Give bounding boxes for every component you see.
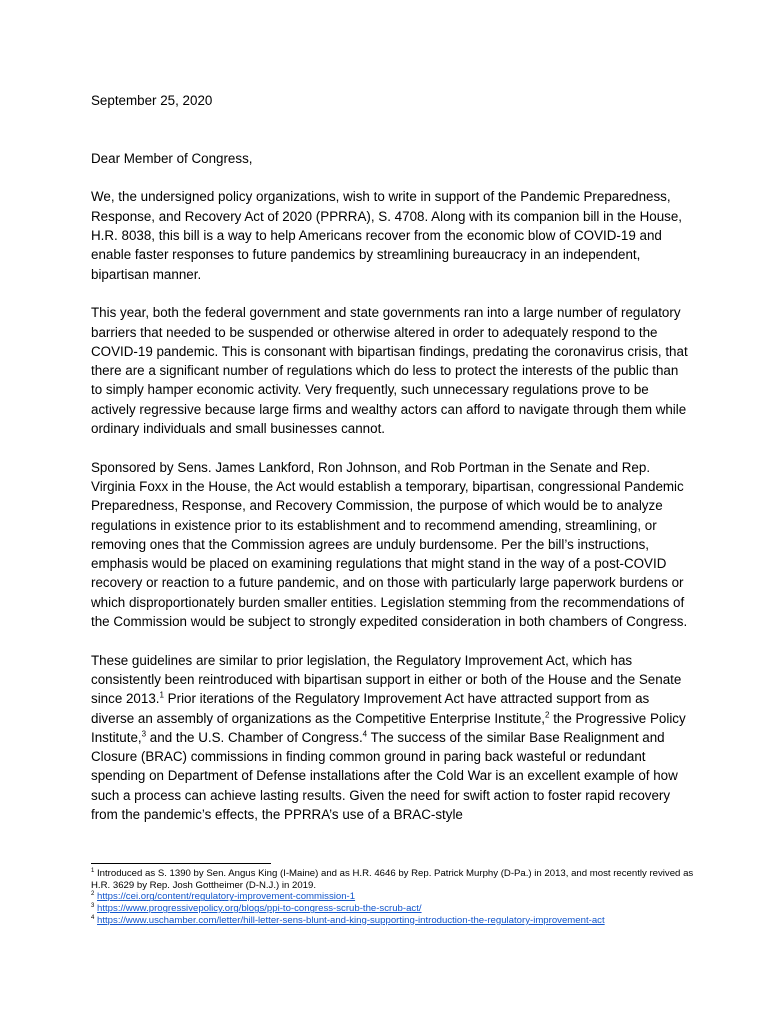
footnote-link-4[interactable]: https://www.uschamber.com/letter/hill-letter-sens-blunt-and-king-supporting-introduction-the-regulatory-improvement-act xyxy=(97,914,605,926)
footnote-link-2[interactable]: https://cei.org/content/regulatory-improvement-commission-1 xyxy=(97,891,356,903)
footnote-number: 2 xyxy=(91,891,95,898)
paragraph-4-text: The success of the similar Base Realignment and Closure (BRAC) commissions in finding common ground in paring back wasteful or redundant spending on Department of Defense installations after the Cold War is an excellent example of how such a process can achieve lasting results. Given the need for swift action to foster rapid recovery from the pandemic’s effects, the PPRRA’s use of a BRAC-style xyxy=(91,729,678,822)
paragraph-4-text: Prior iterations of the Regulatory Improvement Act have attracted support from as diverse an assembly of organizations as the Competitive Enterprise Institute, xyxy=(91,691,650,726)
salutation: Dear Member of Congress, xyxy=(91,150,253,166)
footnotes xyxy=(91,868,711,927)
paragraph-2: This year, both the federal government and state governments ran into a large number of regulatory barriers that needed to be suspended or otherwise altered in order to adequately respond to the COVID-19 pandemic. This is consonant with bipartisan findings, predating the coronavirus crisis, that there are a significant number of regulations which do less to protect the interests of the public than to simply hamper economic activity. Very frequently, such unnecessary regulations prove to be actively regressive because large firms and wealthy actors can afford to navigate through them while ordinary individuals and small businesses cannot. xyxy=(91,305,688,437)
footnote-ref-2[interactable]: 2 xyxy=(545,710,550,720)
footnote-divider xyxy=(91,863,271,864)
paragraph-1: We, the undersigned policy organizations, wish to write in support of the Pandemic Preparedness, Response, and Recovery Act of 2020 (PPRRA), S. 4708. Along with its companion bill in the House, H.R. 8038, this bill is a way to help Americans recover from the economic blow of COVID-19 and enable faster responses to future pandemics by streamlining bureaucracy in an independent, bipartisan manner. xyxy=(91,189,682,282)
letter-body xyxy=(91,91,691,844)
paragraph-4-text: and the U.S. Chamber of Congress. xyxy=(146,729,363,745)
footnote-text: Introduced as S. 1390 by Sen. Angus King (I-Maine) and as H.R. 4646 by Rep. Patrick Murphy (D-Pa.) in 2013, and most recently revived as H.R. 3629 by Rep. Josh Gottheimer (D-N.J.) in 2019. xyxy=(91,868,694,891)
paragraph-3: Sponsored by Sens. James Lankford, Ron Johnson, and Rob Portman in the Senate and Rep. Virginia Foxx in the House, the Act would establish a temporary, bipartisan, congressional Pandemic Preparedness, Response, and Recovery Commission, the purpose of which would be to analyze regulations in existence prior to its establishment and to recommend amending, streamlining, or removing ones that the Commission agrees are unduly burdensome. Per the bill’s instructions, emphasis would be placed on examining regulations that might stand in the way of a post-COVID recovery or reaction to a future pandemic, and on those with particularly large paperwork burdens or which disproportionately burden smaller entities. Legislation stemming from the recommendations of the Commission would be subject to strongly expedited consideration in both chambers of Congress. xyxy=(91,459,688,630)
footnote-4 xyxy=(91,915,711,927)
letter-date: September 25, 2020 xyxy=(91,93,213,108)
footnote-ref-3[interactable]: 3 xyxy=(141,729,147,739)
footnote-3 xyxy=(91,903,711,915)
paragraph-4-text: These guidelines are similar to prior legislation, the Regulatory Improvement Act, which has consistently been reintroduced with bipartisan support in either or both of the House and the Senate since 2013. xyxy=(91,652,682,707)
footnote-number: 1 xyxy=(91,867,95,874)
paragraph-4 xyxy=(91,651,691,825)
footnote-1 xyxy=(91,868,711,891)
footnote-link-3[interactable]: https://www.progressivepolicy.org/blogs/ppi-to-congress-scrub-the-scrub-act/ xyxy=(97,903,422,915)
footnote-2 xyxy=(91,891,711,903)
paragraph-4-text: the Progressive Policy Institute, xyxy=(91,710,686,745)
footnote-ref-4[interactable]: 4 xyxy=(362,729,368,739)
footnote-number: 4 xyxy=(91,914,95,921)
footnote-ref-1[interactable]: 1 xyxy=(159,690,164,700)
footnote-number: 3 xyxy=(91,902,95,909)
